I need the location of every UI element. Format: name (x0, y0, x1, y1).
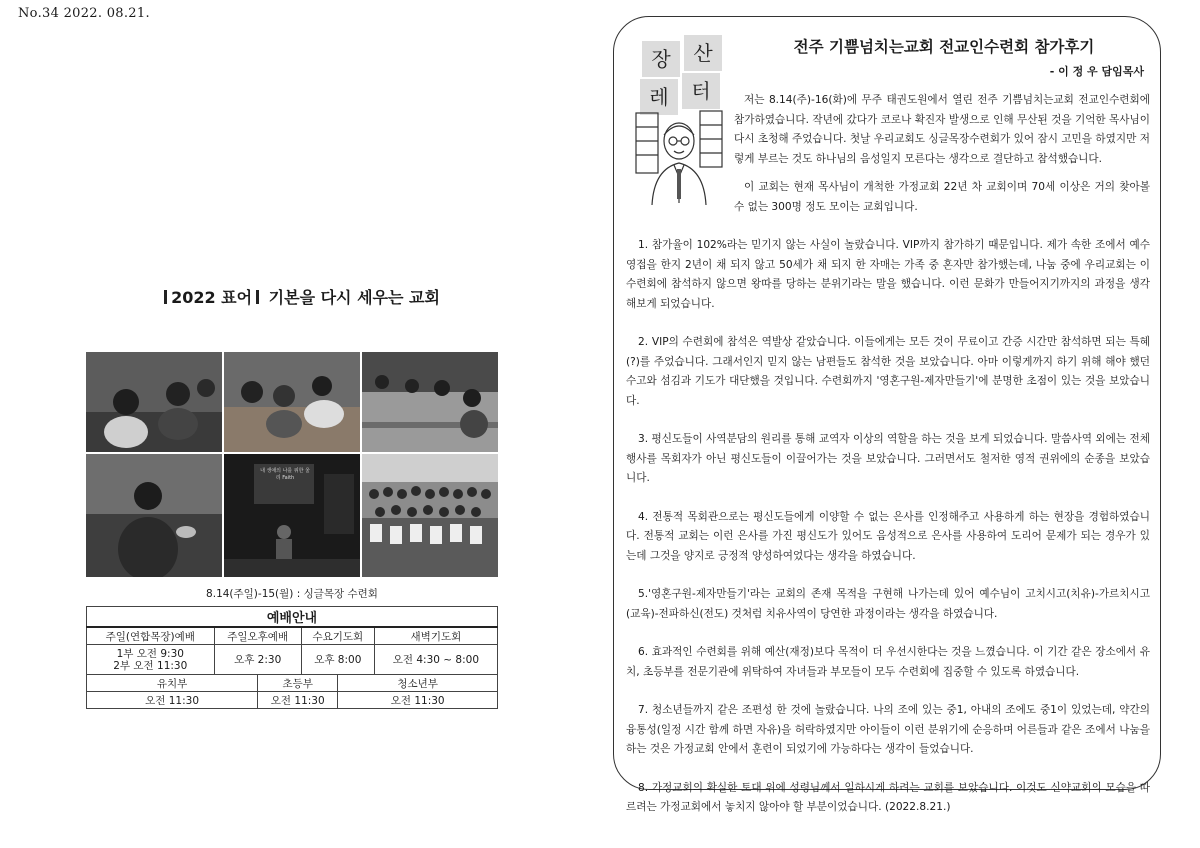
schedule-header: 수요기도회 (301, 627, 374, 645)
letter-body (626, 91, 1150, 818)
motto-heading (150, 285, 450, 308)
column-badge-char: 산 (684, 35, 722, 71)
schedule-header: 주일(연합목장)예배 (87, 627, 215, 645)
photo-6 (362, 454, 498, 577)
schedule-header: 주일오후예배 (214, 627, 301, 645)
schedule-value: 오전 11:30 (87, 692, 258, 709)
pastor-letter-box (613, 16, 1161, 813)
photo-5 (224, 454, 360, 577)
motto-year: 2022 표어 (171, 288, 253, 307)
motto-text: 기본을 다시 세우는 교회 (268, 288, 440, 307)
column-badge-char: 터 (682, 73, 720, 109)
schedule-value: 1부 오전 9:30 2부 오전 11:30 (87, 645, 215, 675)
letter-paragraph: 7. 청소년들까지 같은 조편성 한 것에 놀랐습니다. 나의 조에 있는 중1, 아내의 조에도 중1이 있었는데, 약간의 융통성(일정 시간 함께 하면 자유)을 허락하였지만 아이들이 이런 분위기에 순응하며 어른들과 같은 조에서 나눔을 하는 것은 가정교회 안에서 훈련이 되었기에 가능하다는 생각이 들었습니다. (626, 704, 1150, 755)
letter-paragraph: 이 교회는 현재 목사님이 개척한 가정교회 22년 차 교회이며 70세 이상은 거의 찾아볼 수 없는 300명 정도 모이는 교회입니다. (734, 181, 1150, 213)
schedule-value: 오후 8:00 (301, 645, 374, 675)
letter-paragraph: 4. 전통적 목회관으로는 평신도들에게 이양할 수 없는 은사를 인정해주고 사용하게 하는 현장을 경험하였습니다. 전통적 교회는 이런 은사를 가진 평신도가 있어도 음성적으로 은사를 사용하여 도리어 문제가 되는 경우가 있는데 그것을 양지로 긍정적 양성하여었다는 생각을 하였습니다. (626, 510, 1150, 562)
letter-paragraph: 3. 평신도들이 사역분담의 원리를 통해 교역자 이상의 역할을 하는 것을 보게 되었습니다. 말씀사역 외에는 전체 행사를 목회자가 아닌 평신도들이 이끌어가는 것을 보았습니다. 그러면서도 철저한 영적 권위에의 순종을 보았습니다. (626, 433, 1150, 484)
letter-paragraph: 8. 가정교회의 확실한 토대 위에 성령님께서 일하시게 하려는 교회를 보았습니다. 이것도 신약교회의 모습을 따르려는 가정교회에서 놓치지 않아야 할 부분이었습니다. (2022.8.21.) (626, 781, 1150, 813)
letter-paragraph: 저는 8.14(주)-16(화)에 무주 태권도원에서 열린 전주 기쁨넘치는교회 전교인수련회에 참가하였습니다. 작년에 갔다가 코로나 확진자 발생으로 인해 무산된 것을 기억한 목사님이 다시 초청해 주었습니다. 첫날 우리교회도 싱글목장수련회가 있어 잠시 고민을 하였지만 저렇게 부르는 것도 하나님의 음성일지 모른다는 생각으로 결단하고 참석했습니다. (734, 94, 1150, 165)
photo-collage (86, 352, 498, 577)
schedule-value: 오전 11:30 (338, 692, 498, 709)
bar-mark (164, 290, 167, 304)
schedule-header: 초등부 (258, 675, 338, 692)
schedule-title: 예배안내 (87, 607, 498, 628)
photo-2 (224, 352, 360, 452)
photo-3 (362, 352, 498, 452)
letter-paragraph: 6. 효과적인 수련회를 위해 예산(재정)보다 목적이 더 우선시한다는 것을 느꼈습니다. 이 기간 같은 장소에서 유치, 초등부를 전문기관에 위탁하여 자녀들과 부모들이 모두 수련회에 집중할 수 있도록 하였습니다. (626, 646, 1150, 678)
schedule-header: 새벽기도회 (374, 627, 497, 645)
worship-schedule-table (86, 606, 498, 709)
letter-author: - 이 정 우 담임목사 (1049, 65, 1144, 78)
photo-caption: 8.14(주일)-15(월) : 싱글목장 수련회 (206, 588, 378, 600)
letter-paragraph: 1. 참가율이 102%라는 믿기지 않는 사실이 놀랐습니다. VIP까지 참가하기 때문입니다. 제가 속한 조에서 예수영접을 한지 2년이 채 되지 않고 50세가 채 되지 한 자매는 가족 중 혼자만 참가했는데, 나눔 중에 우리교회는 이 수련회에 참석하지 않으면 왕따를 당하는 분위기라는 말을 했습니다. 이런 문화가 만들어지기까지의 과정을 생각해보게 되었습니다. (626, 239, 1150, 310)
letter-title: 전주 기쁨넘치는교회 전교인수련회 참가후기 (793, 38, 1095, 56)
schedule-value: 오후 2:30 (214, 645, 301, 675)
schedule-value: 오전 4:30 ~ 8:00 (374, 645, 497, 675)
schedule-value: 오전 11:30 (258, 692, 338, 709)
letter-paragraph: 5.'영혼구원-제자만들기'라는 교회의 존재 목적을 구현해 나가는데 있어 예수님이 고치시고(치유)-가르치시고(교육)-전파하신(전도) 것처럼 치유사역이 당연한 과정이라는 생각을 하였습니다. (626, 588, 1150, 620)
photo-1 (86, 352, 222, 452)
column-badge-char: 장 (642, 41, 680, 77)
bar-mark (256, 290, 259, 304)
letter-paragraph: 2. VIP의 수련회에 참석은 역발상 같았습니다. 이들에게는 모든 것이 무료이고 간증 시간만 참석하면 되는 특혜(?)를 주었습니다. 그래서인지 믿지 않는 남편들도 참석한 것을 보았습니다. 아마 이렇게까지 하기 위해 해야 했던 수고와 섬김과 기도가 대단했을 것입니다. 수련회까지 '영혼구원-제자만들기'에 분명한 초점이 있는 것을 보았습니다. (626, 336, 1150, 407)
column-badge-char: 레 (640, 79, 678, 115)
schedule-header: 유치부 (87, 675, 258, 692)
photo-4 (86, 454, 222, 577)
slide-text: 내 생애의 나를 위한 울리 Faith (260, 468, 310, 481)
issue-number: No.34 2022. 08.21. (18, 6, 150, 21)
schedule-header: 청소년부 (338, 675, 498, 692)
